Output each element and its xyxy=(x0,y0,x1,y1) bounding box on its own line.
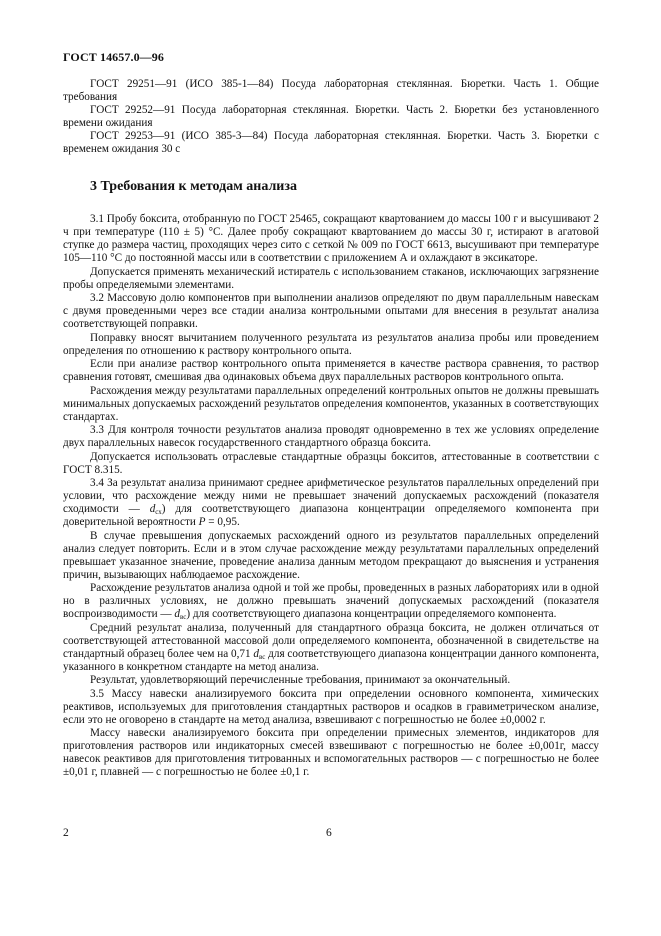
page-number-center: 6 xyxy=(326,827,332,839)
reference-item: ГОСТ 29253—91 (ИСО 385-3—84) Посуда лабораторная стеклянная. Бюретки. Часть 3. Бюретки с временем ожидания 30 с xyxy=(63,130,599,155)
reference-item: ГОСТ 29252—91 Посуда лабораторная стеклянная. Бюретки. Часть 2. Бюретки без установленного времени ожидания xyxy=(63,104,599,129)
paragraph-3-2: 3.2 Массовую долю компонентов при выполнении анализов определяют по двум параллельным навескам с двумя проведенными через все стадии анализа контрольными опытами для внесения в результат анализа соответствующей поправки. xyxy=(63,292,599,330)
text-run: 3.4 За результат анализа принимают среднее арифметическое результатов параллельных определений при условии, что расхождение между ними не превышает значений допускаемых расхождений (показателя сходимости — xyxy=(63,477,599,515)
subscript: вс xyxy=(258,652,266,661)
paragraph: Если при анализе раствор контрольного опыта применяется в качестве раствора сравнения, то раствор сравнения готовят, смешивая два одинаковых объема двух параллельных растворов контрольного опыта. xyxy=(63,358,599,383)
paragraph: Допускается использовать отраслевые стандартные образцы бокситов, аттестованные в соответствии с ГОСТ 8.315. xyxy=(63,450,599,476)
page-number-left: 2 xyxy=(63,827,69,839)
paragraph: Результат, удовлетворяющий перечисленные требования, принимают за окончательный. xyxy=(90,674,511,686)
text-run: ) для соответствующего диапазона концентрации определяемого компонента. xyxy=(186,608,557,620)
paragraph: Допускается применять механический истиратель с использованием стаканов, исключающих загрязнение пробы определяемыми элементами. xyxy=(63,265,599,291)
symbol-d: d xyxy=(253,647,259,660)
paragraph: Поправку вносят вычитанием полученного результата из результатов анализа пробы или проведением определения по отношению к раствору контрольного опыта. xyxy=(63,331,599,357)
subscript: сх xyxy=(155,508,162,516)
symbol-d: d xyxy=(174,608,180,620)
subscript: вс xyxy=(179,613,187,621)
paragraph-mean-result xyxy=(63,622,599,674)
document-id-header: ГОСТ 14657.0—96 xyxy=(63,50,164,64)
text-run: для соответствующего диапазона концентрации данного компонента, указанного в конкретном стандарте на метод анализа. xyxy=(63,647,600,673)
paragraph-3-5: 3.5 Массу навески анализируемого боксита при определении основного компонента, химических реактивов, используемых для приготовления стандартных растворов и осадков в гравиметрическом анализе, если это не оговорено в стандарте на метод анализа, взвешивают с погрешностью не более ±0,0002 г. xyxy=(63,687,599,726)
paragraph-3-3: 3.3 Для контроля точности результатов анализа проводят одновременно в тех же условиях определение двух параллельных навесок государственного стандартного образца боксита. xyxy=(63,424,599,449)
text-run: = 0,95. xyxy=(205,516,240,528)
symbol-d: d xyxy=(149,503,156,515)
paragraph: Расхождения между результатами параллельных определений контрольных опытов не должны превышать минимальных допускаемых расхождений результатов определения компонентов, указанных в соответствующих стандартах. xyxy=(63,384,599,423)
symbol-p: P xyxy=(198,516,206,528)
text-run: ) для соответствующего диапазона концентрации определяемого компонента при доверительной вероятности xyxy=(63,503,599,528)
section-body xyxy=(63,213,599,780)
references-list xyxy=(63,78,599,156)
paragraph: Массу навески анализируемого боксита при определении примесных элементов, индикаторов для приготовления растворов или индикаторных смесей взвешивают с погрешностью не более ±0,001г, массу навесок реактивов для приготовления титрованных и вспомогательных растворов — с погрешностью не более ±0,01 г, плавней — с погрешностью не более ±0,1 г. xyxy=(63,727,599,778)
text-run: Расхождение результатов анализа одной и той же пробы, проведенных в разных лабораториях или в одной но в различных условиях, не должно превышать значений допускаемых расхождений (показателя воспроизводимости — xyxy=(63,582,599,620)
paragraph-3-1: 3.1 Пробу боксита, отобранную по ГОСТ 25465, сокращают квартованием до массы 100 г и высушивают 2 ч при температуре (110 ± 5) °С. Далее пробу сокращают квартованием до массы 30 г, истирают в агатовой ступке до размера частиц, проходящих через сито с сеткой № 009 по ГОСТ 6613, высушивают при температуре 105—110 °С до постоянной массы или в соответствии с приложением А и охлаждают в эксикаторе. xyxy=(63,213,599,264)
paragraph: В случае превышения допускаемых расхождений одного из результатов параллельных определений анализ следует повторить. Если и в этом случае расхождение между результатами параллельных определений превышает указанное значение, проведение анализа данным методом прекращают до выяснения и устранения причин, вызывающих наблюдаемое расхождение. xyxy=(63,529,599,581)
text-run: Средний результат анализа, полученный для стандартного образца боксита, не должен отличаться от соответствующей аттестованной массовой доли определяемого компонента, обозначенной в свидетельстве на стандартный образец более чем на 0,71 xyxy=(63,621,599,660)
section-title: 3 Требования к методам анализа xyxy=(90,179,297,194)
paragraph-3-4 xyxy=(63,477,599,529)
reference-item: ГОСТ 29251—91 (ИСО 385-1—84) Посуда лабораторная стеклянная. Бюретки. Часть 1. Общие требования xyxy=(63,78,599,103)
paragraph-reproducibility xyxy=(63,582,599,621)
